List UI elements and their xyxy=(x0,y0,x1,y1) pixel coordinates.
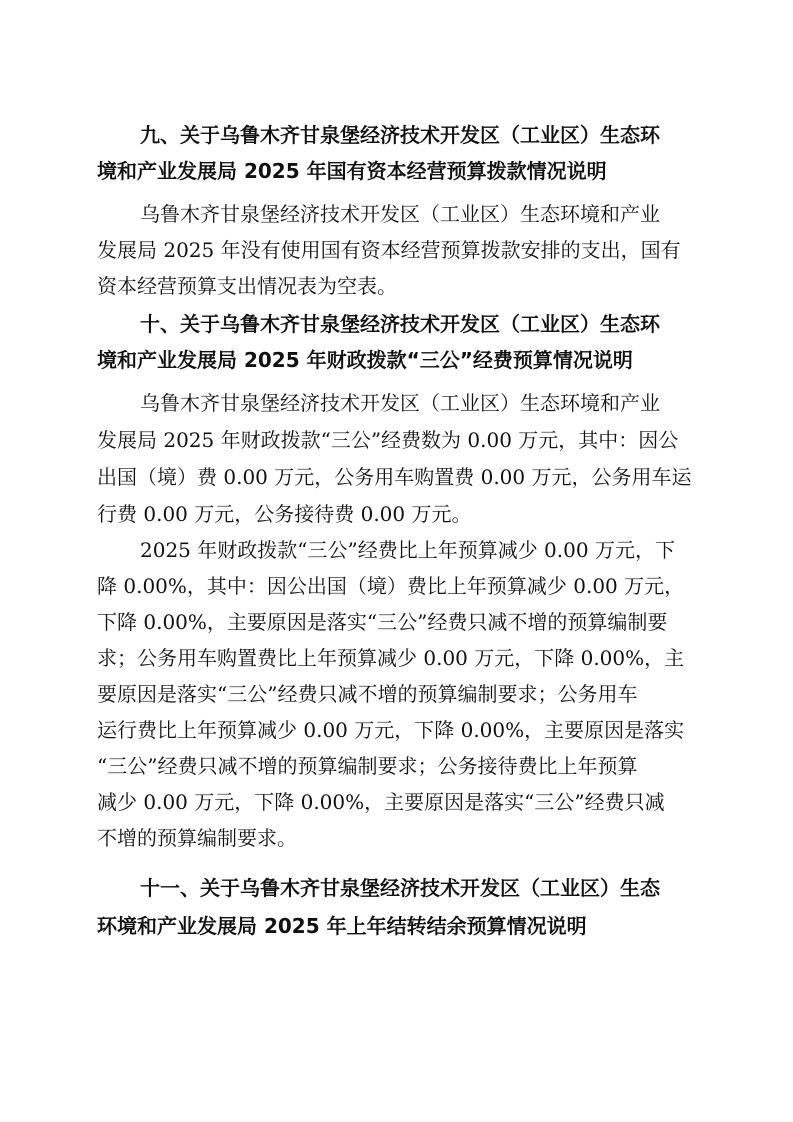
section-10-paragraph-1-line-1: 乌鲁木齐甘泉堡经济技术开发区（工业区）生态环境和产业 xyxy=(140,391,660,415)
section-10-paragraph-2-line-8: 减少 0.00 万元，下降 0.00%，主要原因是落实“三公”经费只减 xyxy=(97,790,665,814)
section-10-paragraph-1-line-4: 行费 0.00 万元，公务接待费 0.00 万元。 xyxy=(97,502,472,526)
section-10-paragraph-1-line-2: 发展局 2025 年财政拨款“三公”经费数为 0.00 万元，其中：因公 xyxy=(97,428,679,452)
section-10-heading-line-1: 十、关于乌鲁木齐甘泉堡经济技术开发区（工业区）生态环 xyxy=(140,312,660,336)
section-10-paragraph-2-line-1: 2025 年财政拨款“三公”经费比上年预算减少 0.00 万元，下 xyxy=(140,538,675,562)
section-9-paragraph-line-2: 发展局 2025 年没有使用国有资本经营预算拨款安排的支出，国有 xyxy=(97,238,681,262)
section-10-paragraph-2-line-7: “三公”经费只减不增的预算编制要求；公务接待费比上年预算 xyxy=(97,754,638,778)
section-9-heading-line-1: 九、关于乌鲁木齐甘泉堡经济技术开发区（工业区）生态环 xyxy=(140,123,660,147)
section-10-paragraph-2-line-6: 运行费比上年预算减少 0.00 万元，下降 0.00%，主要原因是落实 xyxy=(97,718,685,742)
section-11-heading-line-1: 十一、关于乌鲁木齐甘泉堡经济技术开发区（工业区）生态 xyxy=(140,876,660,900)
section-9-paragraph-line-3: 资本经营预算支出情况表为空表。 xyxy=(97,274,397,298)
section-10-paragraph-2-line-4: 求；公务用车购置费比上年预算减少 0.00 万元，下降 0.00%，主 xyxy=(97,646,685,670)
section-10-paragraph-1-line-3: 出国（境）费 0.00 万元，公务用车购置费 0.00 万元，公务用车运 xyxy=(97,465,692,489)
section-9-heading-line-2: 境和产业发展局 2025 年国有资本经营预算拨款情况说明 xyxy=(97,159,607,183)
section-10-heading-line-2: 境和产业发展局 2025 年财政拨款“三公”经费预算情况说明 xyxy=(97,348,633,372)
section-10-paragraph-2-line-9: 不增的预算编制要求。 xyxy=(97,826,297,850)
section-10-paragraph-2-line-3: 下降 0.00%，主要原因是落实“三公”经费只减不增的预算编制要 xyxy=(97,610,668,634)
section-10-paragraph-2-line-5: 要原因是落实“三公”经费只减不增的预算编制要求；公务用车 xyxy=(97,682,638,706)
section-10-paragraph-2-line-2: 降 0.00%，其中：因公出国（境）费比上年预算减少 0.00 万元， xyxy=(97,574,685,598)
section-11-heading-line-2: 环境和产业发展局 2025 年上年结转结余预算情况说明 xyxy=(97,914,587,938)
section-9-paragraph-line-1: 乌鲁木齐甘泉堡经济技术开发区（工业区）生态环境和产业 xyxy=(140,202,660,226)
